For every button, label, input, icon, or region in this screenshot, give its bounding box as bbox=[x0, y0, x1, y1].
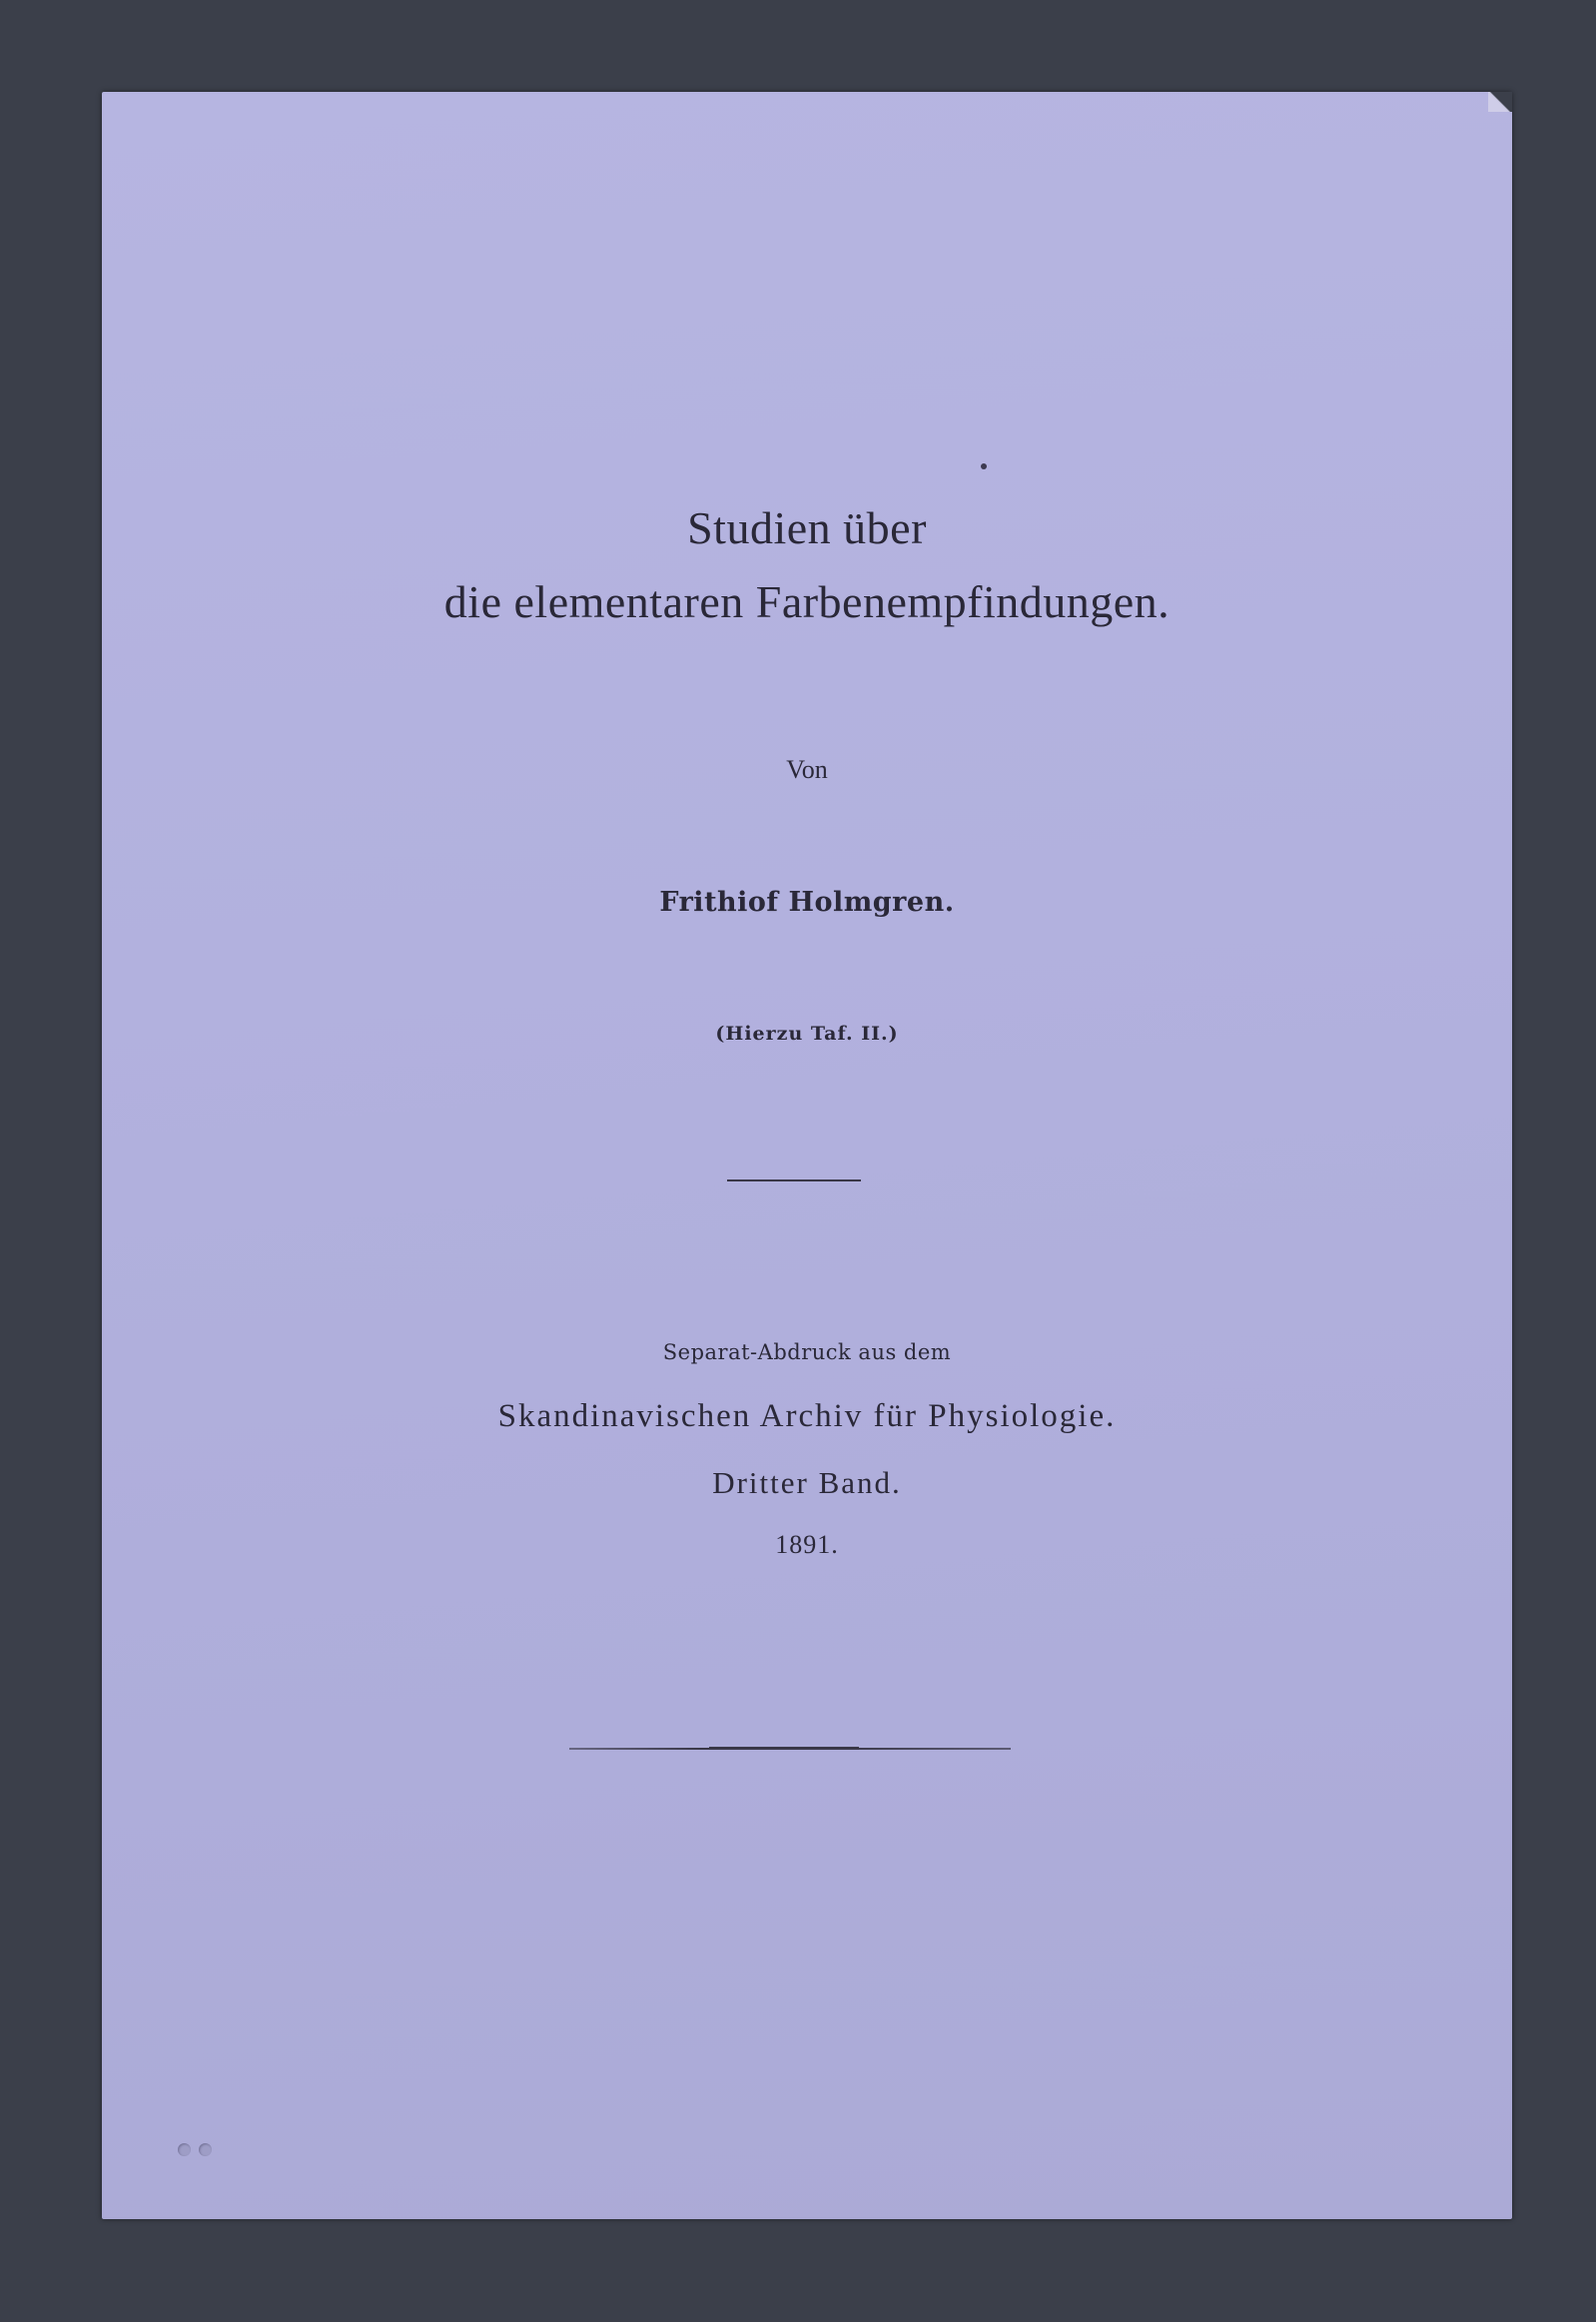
short-divider bbox=[727, 1179, 861, 1181]
by-label: Von bbox=[786, 755, 828, 784]
author-name: Frithiof Holmgren. bbox=[659, 887, 955, 918]
title-line-2: die elementaren Farbenempfindungen. bbox=[443, 576, 1171, 627]
volume-label: Dritter Band. bbox=[712, 1465, 902, 1500]
publication-year: 1891. bbox=[775, 1530, 839, 1559]
plate-note: (Hierzu Taf. II.) bbox=[715, 1023, 899, 1045]
ink-speck bbox=[981, 463, 987, 469]
document-cover-page bbox=[102, 92, 1512, 2219]
title-line-1: Studien über bbox=[687, 502, 927, 553]
long-divider bbox=[569, 1748, 1011, 1750]
binding-holes bbox=[178, 2141, 220, 2160]
binding-hole bbox=[178, 2143, 191, 2156]
binding-hole bbox=[199, 2143, 212, 2156]
offprint-line: Separat-Abdruck aus dem bbox=[662, 1340, 952, 1364]
journal-name: Skandinavischen Archiv für Physiologie. bbox=[497, 1398, 1117, 1434]
